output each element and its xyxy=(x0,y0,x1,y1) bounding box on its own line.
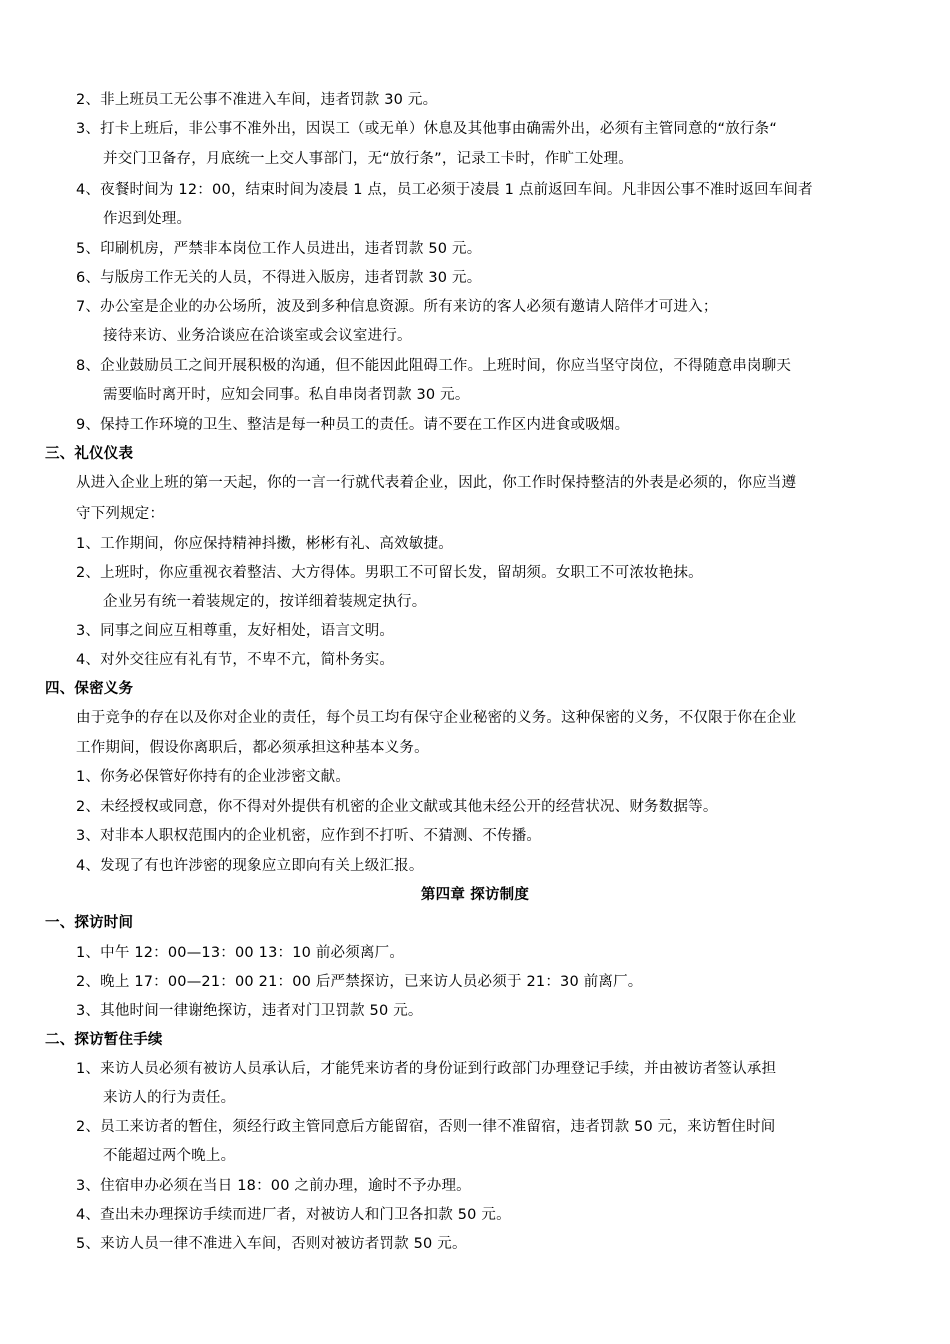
visit-procedure-item-1-cont: 来访人的行为责任。 xyxy=(103,1090,236,1106)
visit-time-item-2: 2、晚上 17：00—21：00 21：00 后严禁探访，已来访人员必须于 21：30 前离厂。 xyxy=(76,974,643,990)
rule-item-5: 5、印刷机房，严禁非本岗位工作人员进出，违者罚款 50 元。 xyxy=(76,241,482,257)
etiquette-item-4: 4、对外交往应有礼有节，不卑不亢，简朴务实。 xyxy=(76,652,395,668)
visit-procedure-item-2-cont: 不能超过两个晚上。 xyxy=(103,1148,236,1164)
visit-time-item-1: 1、中午 12：00—13：00 13：10 前必须离厂。 xyxy=(76,945,405,961)
confidentiality-item-3: 3、对非本人职权范围内的企业机密，应作到不打听、不猜测、不传播。 xyxy=(76,828,542,844)
visit-procedure-item-5: 5、来访人员一律不准进入车间，否则对被访者罚款 50 元。 xyxy=(76,1236,467,1252)
visit-time-item-3: 3、其他时间一律谢绝探访，违者对门卫罚款 50 元。 xyxy=(76,1003,423,1019)
visit-procedure-item-3: 3、住宿申办必须在当日 18：00 之前办理，逾时不予办理。 xyxy=(76,1178,471,1194)
confidentiality-item-4: 4、发现了有也许涉密的现象应立即向有关上级汇报。 xyxy=(76,858,424,874)
rule-item-2: 2、非上班员工无公事不准进入车间，违者罚款 30 元。 xyxy=(76,92,438,108)
section-heading-confidentiality: 四、保密义务 xyxy=(45,681,134,697)
rule-item-6: 6、与版房工作无关的人员，不得进入版房，违者罚款 30 元。 xyxy=(76,270,482,286)
visit-procedure-item-1: 1、来访人员必须有被访人员承认后，才能凭来访者的身份证到行政部门办理登记手续，并由被访者签认承担 xyxy=(76,1061,777,1077)
rule-item-7: 7、办公室是企业的办公场所，波及到多种信息资源。所有来访的客人必须有邀请人陪伴才可进入； xyxy=(76,299,718,315)
etiquette-item-2: 2、上班时，你应重视衣着整洁、大方得体。男职工不可留长发，留胡须。女职工不可浓妆艳抹。 xyxy=(76,565,703,581)
etiquette-intro: 从进入企业上班的第一天起，你的一言一行就代表着企业，因此，你工作时保持整洁的外表是必须的，你应当遵 xyxy=(76,475,797,491)
confidentiality-item-1: 1、你务必保管好你持有的企业涉密文献。 xyxy=(76,769,351,785)
section-heading-etiquette: 三、礼仪仪表 xyxy=(45,446,134,462)
etiquette-intro-cont: 守下列规定： xyxy=(76,506,165,522)
rule-item-3-cont: 并交门卫备存，月底统一上交人事部门，无“放行条”，记录工卡时，作旷工处理。 xyxy=(103,151,633,167)
confidentiality-intro-cont: 工作期间，假设你离职后，都必须承担这种基本义务。 xyxy=(76,740,429,756)
confidentiality-item-2: 2、未经授权或同意，你不得对外提供有机密的企业文献或其他未经公开的经营状况、财务数据等。 xyxy=(76,799,718,815)
rule-item-8: 8、企业鼓励员工之间开展积极的沟通，但不能因此阻碍工作。上班时间，你应当坚守岗位，不得随意串岗聊天 xyxy=(76,358,792,374)
rule-item-8-cont: 需要临时离开时，应知会同事。私自串岗者罚款 30 元。 xyxy=(103,387,470,403)
rule-item-4-cont: 作迟到处理。 xyxy=(103,211,192,227)
visit-procedure-item-2: 2、员工来访者的暂住，须经行政主管同意后方能留宿，否则一律不准留宿，违者罚款 50 元，来访暂住时间 xyxy=(76,1119,776,1135)
chapter-title: 第四章 探访制度 xyxy=(420,887,530,903)
visit-procedure-item-4: 4、查出未办理探访手续而进厂者，对被访人和门卫各扣款 50 元。 xyxy=(76,1207,511,1223)
etiquette-item-2-cont: 企业另有统一着装规定的，按详细着装规定执行。 xyxy=(103,594,427,610)
etiquette-item-1: 1、工作期间，你应保持精神抖擞，彬彬有礼、高效敏捷。 xyxy=(76,536,453,552)
etiquette-item-3: 3、同事之间应互相尊重，友好相处，语言文明。 xyxy=(76,623,395,639)
confidentiality-intro: 由于竞争的存在以及你对企业的责任，每个员工均有保守企业秘密的义务。这种保密的义务，不仅限于你在企业 xyxy=(76,710,797,726)
rule-item-7-cont: 接待来访、业务洽谈应在洽谈室或会议室进行。 xyxy=(103,328,412,344)
rule-item-4: 4、夜餐时间为 12：00，结束时间为凌晨 1 点，员工必须于凌晨 1 点前返回车间。凡非因公事不准时返回车间者 xyxy=(76,182,813,198)
rule-item-9: 9、保持工作环境的卫生、整洁是每一种员工的责任。请不要在工作区内进食或吸烟。 xyxy=(76,417,630,433)
section-heading-visit-time: 一、探访时间 xyxy=(45,915,134,931)
rule-item-3: 3、打卡上班后，非公事不准外出，因误工（或无单）休息及其他事由确需外出，必须有主管同意的“放行条“ xyxy=(76,121,778,137)
section-heading-visit-procedure: 二、探访暂住手续 xyxy=(45,1032,163,1048)
